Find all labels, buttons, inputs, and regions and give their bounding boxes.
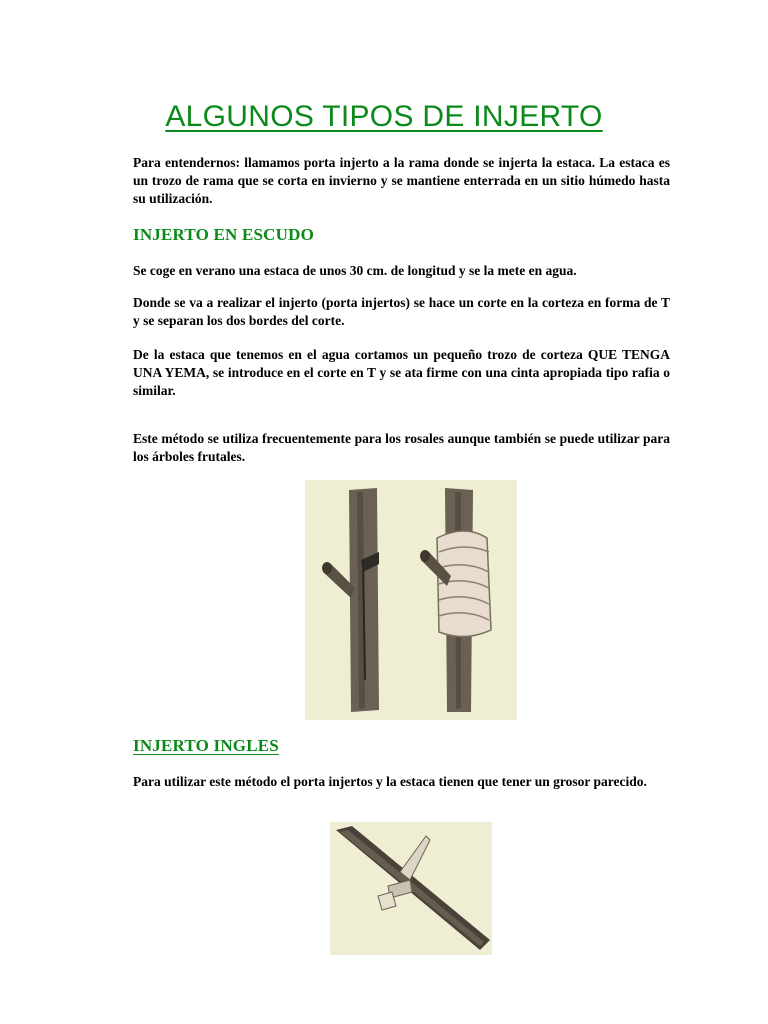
section-heading-ingles: INJERTO INGLES xyxy=(133,736,279,755)
escudo-paragraph-3: De la estaca que tenemos en el agua cortamos un pequeño trozo de corteza QUE TENGA UNA YEMA, se introduce en el corte en T y se ata firme con una cinta apropiada tipo rafia o similar. xyxy=(133,347,670,398)
english-graft-illustration xyxy=(330,822,492,955)
escudo-paragraph-4: Este método se utiliza frecuentemente para los rosales aunque también se puede utilizar para los árboles frutales. xyxy=(133,431,670,464)
page-title: ALGUNOS TIPOS DE INJERTO xyxy=(165,100,603,133)
section-heading-escudo: INJERTO EN ESCUDO xyxy=(133,225,315,244)
shield-graft-illustration xyxy=(305,480,517,720)
ingles-paragraph-1: Para utilizar este método el porta injertos y la estaca tienen que tener un grosor parecido. xyxy=(133,774,647,789)
escudo-paragraph-2: Donde se va a realizar el injerto (porta injertos) se hace un corte en la corteza en forma de T y se separan los dos bordes del corte. xyxy=(133,295,670,328)
intro-paragraph: Para entendernos: llamamos porta injerto a la rama donde se injerta la estaca. La estaca es un trozo de rama que se corta en invierno y se mantiene enterrada en un sitio húmedo hasta su utilización. xyxy=(133,155,670,206)
escudo-paragraph-1: Se coge en verano una estaca de unos 30 cm. de longitud y se la mete en agua. xyxy=(133,263,577,278)
